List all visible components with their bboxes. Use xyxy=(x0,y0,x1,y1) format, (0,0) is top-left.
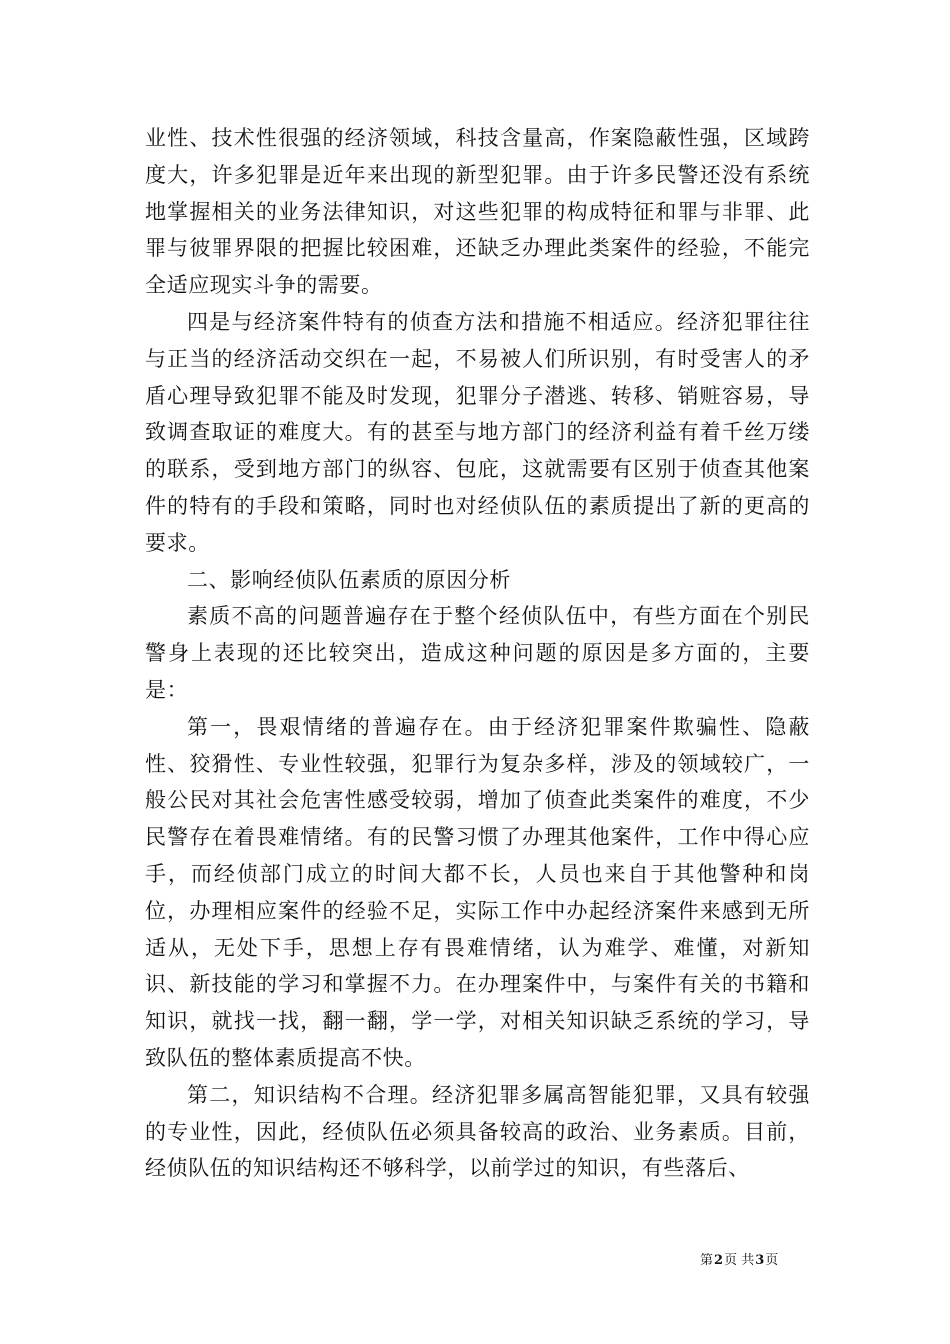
page-footer xyxy=(700,1249,778,1268)
paragraph-continuation: 业性、技术性很强的经济领域，科技含量高，作案隐蔽性强，区域跨度大，许多犯罪是近年来出现的新型犯罪。由于许多民警还没有系统地掌握相关的业务法律知识，对这些犯罪的构成特征和罪与非罪、此罪与彼罪界限的把握比较困难，还缺乏办理此类案件的经验，不能完全适应现实斗争的需要。 xyxy=(145,126,810,298)
footer-prefix: 第 xyxy=(700,1253,714,1268)
paragraph-intro: 素质不高的问题普遍存在于整个经侦队伍中，有些方面在个别民警身上表现的还比较突出，造成这种问题的原因是多方面的，主要是： xyxy=(145,604,810,702)
section-heading: 二、影响经侦队伍素质的原因分析 xyxy=(187,567,511,592)
page-number: 2 xyxy=(714,1253,724,1268)
body-text xyxy=(145,120,810,1187)
total-pages: 3 xyxy=(755,1253,765,1268)
footer-suffix: 页 xyxy=(765,1253,779,1268)
paragraph-point-four: 四是与经济案件特有的侦查方法和措施不相适应。经济犯罪往往与正当的经济活动交织在一起，不易被人们所识别，有时受害人的矛盾心理导致犯罪不能及时发现，犯罪分子潜逃、转移、销赃容易，导致调查取证的难度大。有的甚至与地方部门的经济利益有着千丝万缕的联系，受到地方部门的纵容、包庇，这就需要有区别于侦查其他案件的特有的手段和策略，同时也对经侦队伍的素质提出了新的更高的要求。 xyxy=(145,309,810,555)
paragraph-first-reason: 第一，畏艰情绪的普遍存在。由于经济犯罪案件欺骗性、隐蔽性、狡猾性、专业性较强，犯罪行为复杂多样，涉及的领域较广，一般公民对其社会危害性感受较弱，增加了侦查此类案件的难度，不少民警存在着畏难情绪。有的民警习惯了办理其他案件，工作中得心应手，而经侦部门成立的时间大都不长，人员也来自于其他警种和岗位，办理相应案件的经验不足，实际工作中办起经济案件来感到无所适从，无处下手，思想上存有畏难情绪，认为难学、难懂，对新知识、新技能的学习和掌握不力。在办理案件中，与案件有关的书籍和知识，就找一找，翻一翻，学一学，对相关知识缺乏系统的学习，导致队伍的整体素质提高不快。 xyxy=(145,714,810,1070)
paragraph-second-reason: 第二，知识结构不合理。经济犯罪多属高智能犯罪，又具有较强的专业性，因此，经侦队伍必须具备较高的政治、业务素质。目前，经侦队伍的知识结构还不够科学，以前学过的知识，有些落后、 xyxy=(145,1082,810,1181)
footer-middle: 页 共 xyxy=(724,1253,755,1268)
